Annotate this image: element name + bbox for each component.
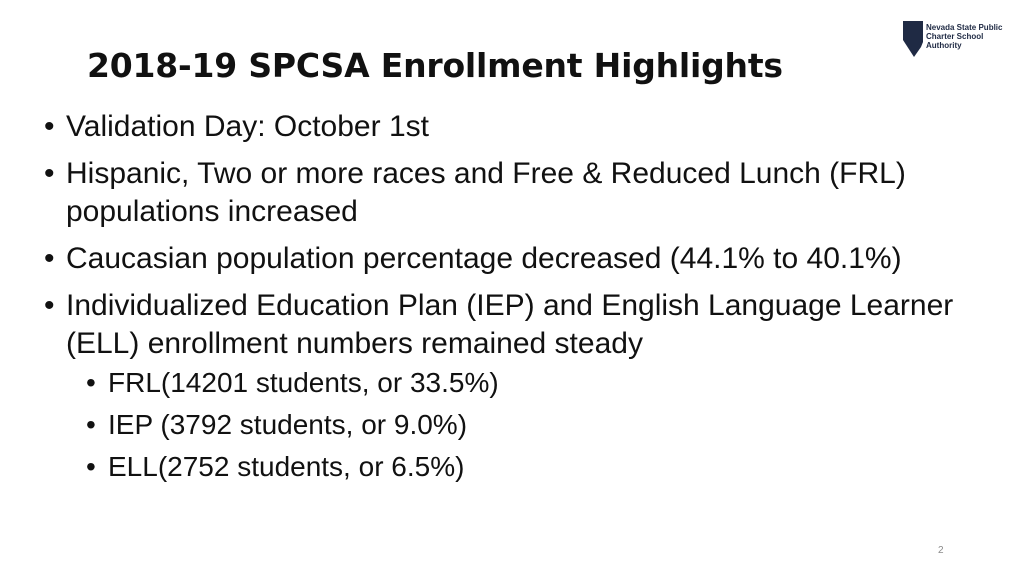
bullet-marker: • [44,289,55,322]
sub-bullet-item [86,365,994,401]
bullet-text: Hispanic, Two or more races and Free & Reduced Lunch (FRL) populations increased [66,157,906,228]
sub-bullet-text: FRL(14201 students, or 33.5%) [108,367,499,398]
nevada-state-shape-icon [902,20,924,58]
bullet-text: Validation Day: October 1st [66,110,429,143]
bullet-marker: • [86,409,96,440]
bullet-marker: • [86,451,96,482]
sub-bullet-text: IEP (3792 students, or 9.0%) [108,409,468,440]
bullet-item [44,108,994,146]
bullet-marker: • [44,242,55,275]
bullet-marker: • [44,110,55,143]
bullet-item [44,240,994,278]
bullet-text: Individualized Education Plan (IEP) and English Language Learner (ELL) enrollment numbers remained steady [66,289,954,360]
logo-line: Authority [926,41,962,50]
bullet-item [44,287,994,485]
spcsa-logo [902,20,1014,60]
bullet-list [44,108,994,494]
logo-text [926,23,1014,50]
bullet-text: Caucasian population percentage decreased (44.1% to 40.1%) [66,242,902,275]
bullet-item [44,155,994,231]
sub-bullet-text: ELL(2752 students, or 6.5%) [108,451,465,482]
sub-bullet-list [66,365,994,485]
logo-line: Charter School [926,32,984,41]
sub-bullet-item [86,449,994,485]
slide-title: 2018-19 SPCSA Enrollment Highlights [87,46,783,85]
page-number: 2 [938,545,944,556]
logo-line: Nevada State Public [926,23,1003,32]
sub-bullet-item [86,407,994,443]
bullet-marker: • [44,157,55,190]
bullet-marker: • [86,367,96,398]
